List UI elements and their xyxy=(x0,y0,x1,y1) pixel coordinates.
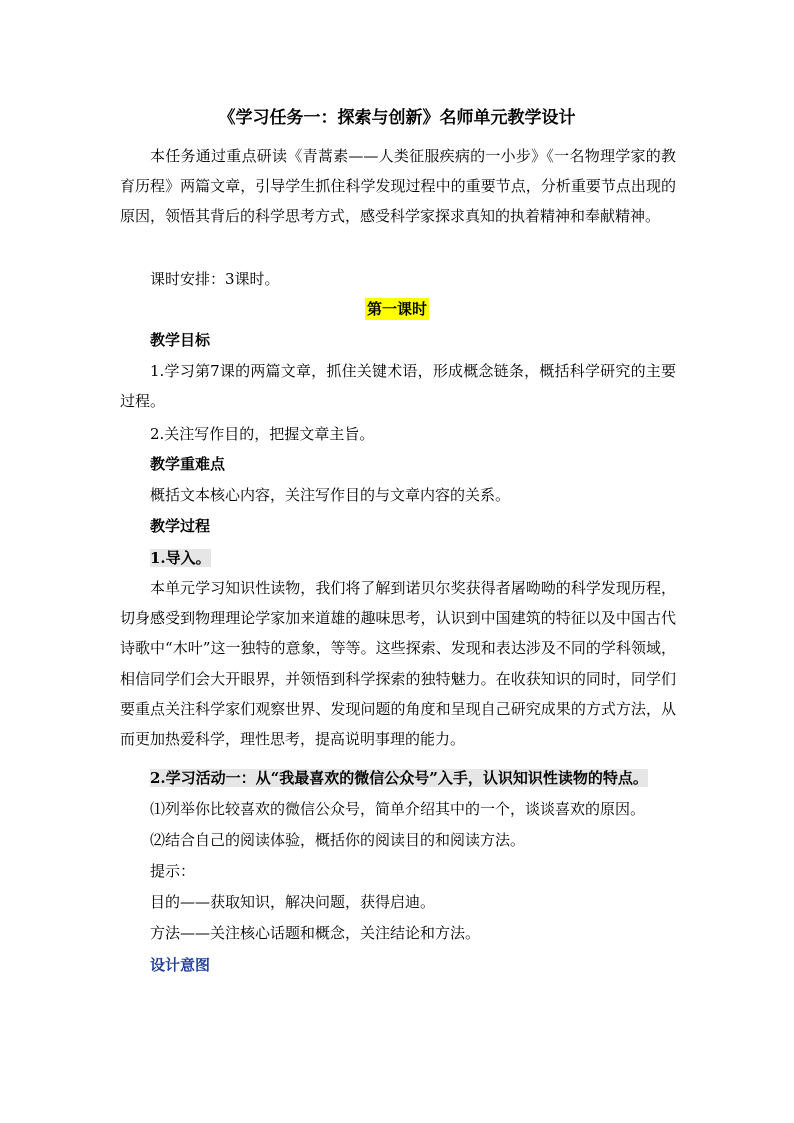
step-1-paragraph: 本单元学习知识性读物，我们将了解到诺贝尔奖获得者屠呦呦的科学发现历程，切身感受到物理理论学家加来道雄的趣味思考，认识到中国建筑的特征以及中国古代诗歌中“木叶”这一独特的意象，等等。这些探索、发现和表达涉及不同的学科领域，相信同学们会大开眼界，并领悟到科学探索的独特魅力。在收获知识的同时，同学们要重点关注科学家们观察世界、发现问题的角度和呈现自己研究成果的方式方法，从而更加热爱科学，理性思考，提高说明事理的能力。 xyxy=(120,579,676,749)
schedule-text: 课时安排：3课时。 xyxy=(150,270,280,288)
intro-paragraph: 本任务通过重点研读《青蒿素——人类征服疾病的一小步》《一名物理学家的教育历程》两篇文章，引导学生抓住科学发现过程中的重要节点，分析重要节点出现的原因，领悟其背后的科学思考方式，感受科学家探求真知的执着精神和奉献精神。 xyxy=(120,147,676,226)
lesson-title-label: 第一课时 xyxy=(366,300,427,318)
goals-heading: 教学目标 xyxy=(150,331,211,349)
step-2-label: 2.学习活动一：从“我最喜欢的微信公众号”入手，认识知识性读物的特点。 xyxy=(150,769,648,787)
process-heading: 教学过程 xyxy=(150,517,211,535)
lesson-title xyxy=(0,298,794,320)
hint-label: 提示： xyxy=(150,862,196,880)
hint-method: 方法——关注核心话题和概念，关注结论和方法。 xyxy=(150,924,481,942)
difficulty-heading: 教学重难点 xyxy=(150,455,226,473)
goal-1: 1.学习第7课的两篇文章，抓住关键术语，形成概念链条，概括科学研究的主要过程。 xyxy=(120,362,676,411)
question-2: ⑵结合自己的阅读体验，概括你的阅读目的和阅读方法。 xyxy=(150,831,526,849)
goal-2: 2.关注写作目的，把握文章主旨。 xyxy=(150,425,375,443)
document-title: 《学习任务一：探索与创新》名师单元教学设计 xyxy=(218,108,576,128)
step-1-label: 1.导入。 xyxy=(150,549,211,567)
difficulty-text: 概括文本核心内容，关注写作目的与文章内容的关系。 xyxy=(150,486,511,504)
step-1-heading xyxy=(150,543,211,573)
design-intent-heading: 设计意图 xyxy=(150,956,211,974)
hint-purpose: 目的——获取知识，解决问题，获得启迪。 xyxy=(150,893,436,911)
question-1: ⑴列举你比较喜欢的微信公众号，简单介绍其中的一个，谈谈喜欢的原因。 xyxy=(150,800,646,818)
step-2-heading xyxy=(150,763,648,793)
